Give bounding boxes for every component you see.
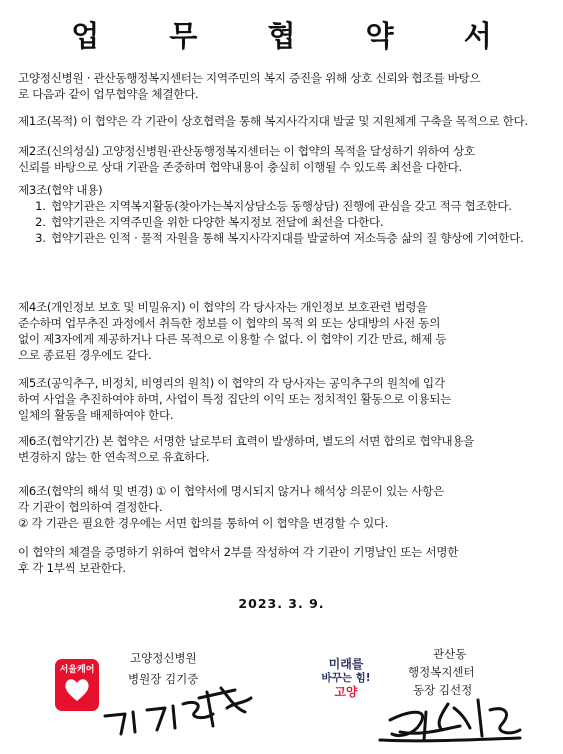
document-title: 업 무 협 약 서: [71, 19, 522, 53]
goyang-slogan-logo: [316, 657, 376, 699]
signing-date: 2023. 3. 9.: [238, 596, 325, 611]
slogan-line-2: 바꾸는 힘!: [321, 672, 371, 684]
right-org-name-line2: 행정복지센터: [408, 665, 475, 679]
article-6-interpretation: 제6조(협약의 해석 및 변경) ① 이 협약서에 명시되지 않거나 해석상 의문이 있는 사항은 각 기관이 협의하여 결정한다. ② 각 기관은 필요한 경우에는 서면 합의를 통하여 이 협약을 변경할 수 있다.: [18, 484, 444, 530]
right-signer-name: 동장 김선정: [413, 683, 473, 697]
right-org-name-line1: 관산동: [433, 647, 467, 661]
article-6-period: 제6조(협약기간) 본 협약은 서명한 날로부터 효력이 발생하며, 별도의 서면 합의로 협약내용을 변경하지 않는 한 연속적으로 유효하다.: [18, 434, 475, 464]
article-2: 제2조(신의성실) 고양정신병원·관산동행정복지센터는 이 협약의 목적을 달성하기 위하여 상호 신뢰를 바탕으로 상대 기관을 존중하며 협약내용이 충실히 이행될 수 있도록 최선을 다한다.: [18, 144, 475, 174]
right-signature: [370, 690, 530, 750]
logo-text: 서울케어: [59, 665, 95, 675]
slogan-line-1: 미래를: [328, 657, 364, 671]
list-item: 3. 협약기관은 인적 · 물적 자원을 통해 복지사각지대를 발굴하여 저소득층 삶의 질 향상에 기여한다.: [49, 230, 563, 246]
closing-paragraph: 이 협약의 체결을 증명하기 위하여 협약서 2부를 작성하여 각 기관이 기명날인 또는 서명한 후 각 1부씩 보관한다.: [18, 545, 459, 575]
intro-paragraph: 고양정신병원 · 관산동행정복지센터는 지역주민의 복지 증진을 위해 상호 신뢰와 협조를 바탕으 로 다음과 같이 업무협약을 체결한다.: [18, 71, 481, 101]
left-signer-name: 병원장 김기중: [128, 672, 199, 686]
list-item: 1. 협약기관은 지역복지활동(찾아가는복지상담소등 동행상담) 진행에 관심을 갖고 적극 협조한다.: [49, 198, 563, 214]
heart-icon: [63, 676, 91, 704]
article-4: 제4조(개인정보 보호 및 비밀유지) 이 협약의 각 당사자는 개인정보 보호관련 법령을 준수하며 업무추진 과정에서 취득한 정보를 이 협약의 목적 외 또는 상대방의 사전 동의 없이 제3자에게 제공하거나 다른 목적으로 이용할 수 없다. 이 협약이 기간 만료, 해제 등 으로 종료된 경우에도 같다.: [18, 300, 447, 362]
left-signature: [95, 668, 265, 738]
slogan-line-3: 고양: [334, 685, 358, 699]
article-3-list: [18, 198, 563, 246]
article-5: 제5조(공익추구, 비정치, 비영리의 원칙) 이 협약의 각 당사자는 공익추구의 원칙에 입각 하여 사업을 추진하여야 하며, 사업이 특정 집단의 이익 또는 정치적인 활동으로 이용되는 일체의 활동을 배제하여야 한다.: [18, 376, 452, 422]
left-org-name: 고양정신병원: [130, 651, 197, 665]
seoul-care-logo: [55, 659, 99, 711]
list-item: 2. 협약기관은 지역주민을 위한 다양한 복지정보 전달에 최선을 다한다.: [49, 214, 563, 230]
article-1: 제1조(목적) 이 협약은 각 기관이 상호협력을 통해 복지사각지대 발굴 및 지원체계 구축을 목적으로 한다.: [18, 114, 528, 128]
article-3-heading: 제3조(협약 내용): [18, 183, 103, 197]
